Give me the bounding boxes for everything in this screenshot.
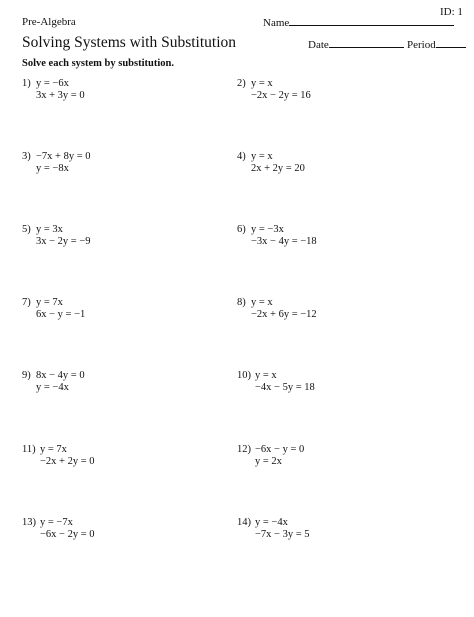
- name-label: Name: [263, 17, 290, 29]
- period-field: [407, 38, 466, 51]
- equation-2: −4x − 5y = 18: [255, 382, 315, 393]
- equation-2: −3x − 4y = −18: [251, 236, 317, 247]
- equation-1: y = −7x: [40, 517, 73, 528]
- equation-1: −7x + 8y = 0: [36, 151, 91, 162]
- problem-number: 10): [237, 370, 251, 381]
- problem-number: 5): [22, 224, 31, 235]
- period-label: Period: [407, 39, 436, 51]
- problem-number: 1): [22, 78, 31, 89]
- equation-2: −2x + 2y = 0: [40, 456, 95, 467]
- date-label: Date: [308, 39, 329, 51]
- instructions: Solve each system by substitution.: [22, 58, 174, 69]
- date-blank-line: [329, 38, 404, 48]
- equation-2: 3x + 3y = 0: [36, 90, 85, 101]
- equation-2: −7x − 3y = 5: [255, 529, 310, 540]
- equation-2: 3x − 2y = −9: [36, 236, 91, 247]
- problem-number: 12): [237, 444, 251, 455]
- equation-1: 8x − 4y = 0: [36, 370, 85, 381]
- problem-number: 4): [237, 151, 246, 162]
- equation-1: y = x: [251, 78, 273, 89]
- equation-1: y = −6x: [36, 78, 69, 89]
- period-blank-line: [436, 38, 466, 48]
- equation-1: y = x: [251, 151, 273, 162]
- equation-1: y = 7x: [40, 444, 67, 455]
- equation-2: 6x − y = −1: [36, 309, 86, 320]
- problem-number: 9): [22, 370, 31, 381]
- worksheet-id: ID: 1: [440, 6, 463, 18]
- name-field: [263, 16, 454, 29]
- problem-number: 13): [22, 517, 36, 528]
- equation-2: y = −4x: [36, 382, 69, 393]
- date-field: [308, 38, 404, 51]
- equation-1: y = x: [255, 370, 277, 381]
- problem-number: 14): [237, 517, 251, 528]
- problem-number: 2): [237, 78, 246, 89]
- worksheet-title: Solving Systems with Substitution: [22, 34, 237, 51]
- problem-number: 7): [22, 297, 31, 308]
- equation-1: y = 7x: [36, 297, 63, 308]
- problem-number: 11): [22, 444, 36, 455]
- equation-2: y = 2x: [255, 456, 282, 467]
- equation-1: y = x: [251, 297, 273, 308]
- problem-number: 8): [237, 297, 246, 308]
- equation-2: y = −8x: [36, 163, 69, 174]
- equation-1: −6x − y = 0: [255, 444, 305, 455]
- equation-2: 2x + 2y = 20: [251, 163, 305, 174]
- problem-number: 3): [22, 151, 31, 162]
- equation-1: y = −3x: [251, 224, 284, 235]
- equation-2: −2x + 6y = −12: [251, 309, 317, 320]
- name-blank-line: [289, 16, 454, 26]
- course-name: Pre-Algebra: [22, 16, 76, 28]
- equation-2: −2x − 2y = 16: [251, 90, 311, 101]
- problem-number: 6): [237, 224, 246, 235]
- equation-2: −6x − 2y = 0: [40, 529, 95, 540]
- equation-1: y = −4x: [255, 517, 288, 528]
- equation-1: y = 3x: [36, 224, 63, 235]
